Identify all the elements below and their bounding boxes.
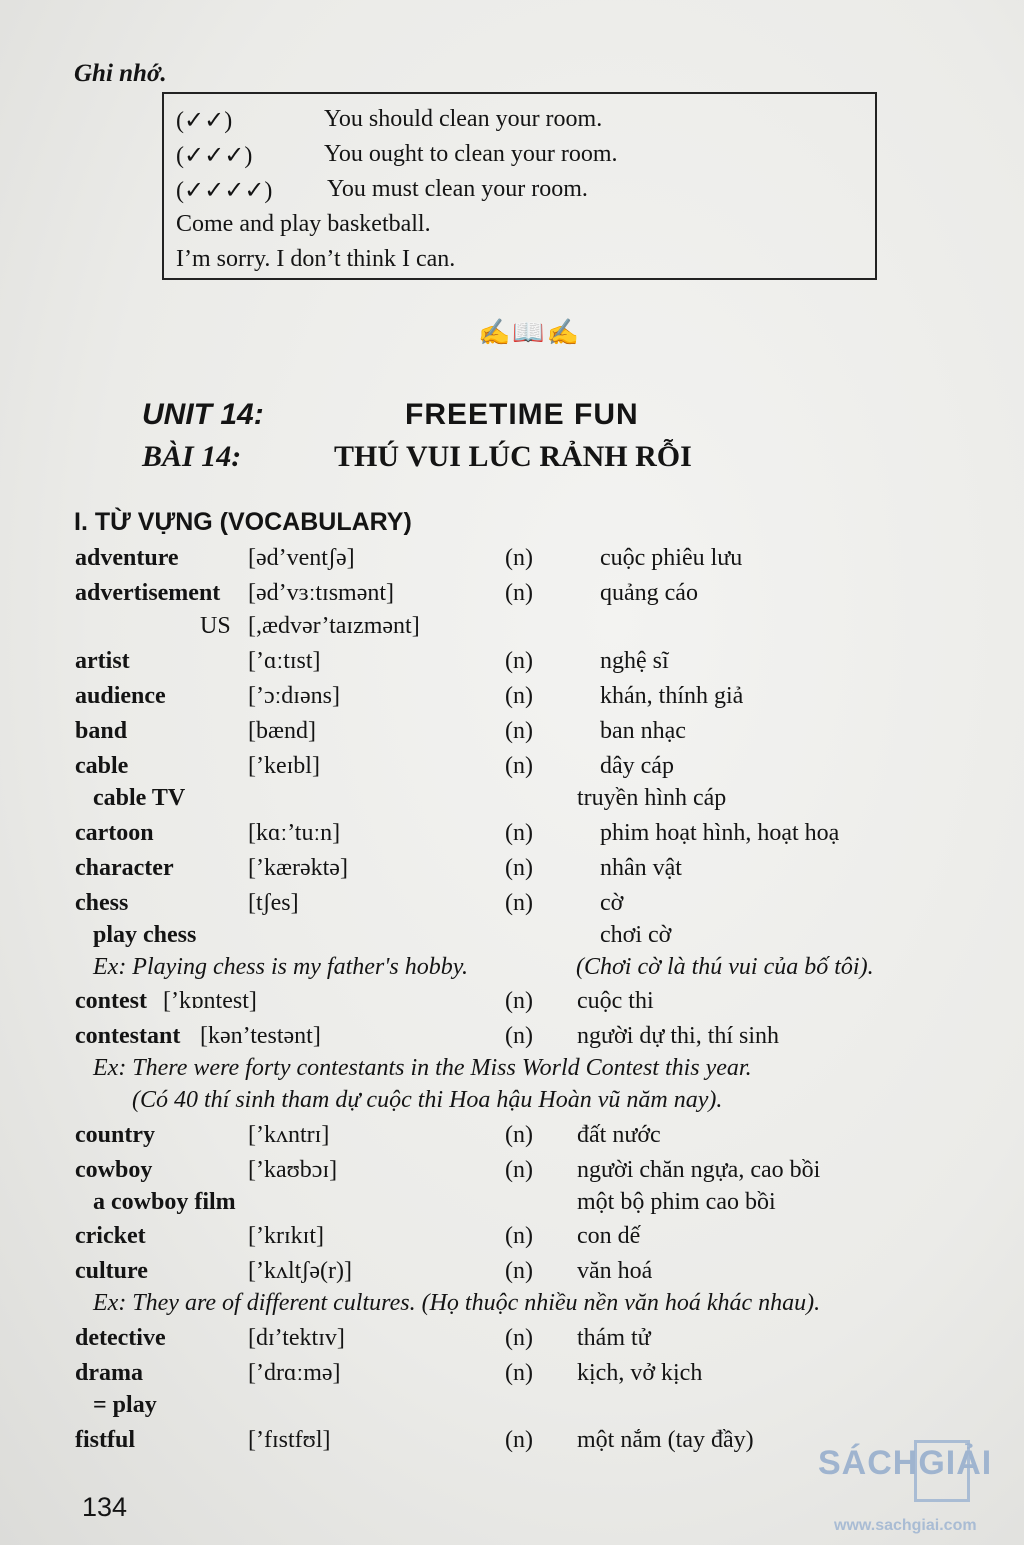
vocab-pos: (n) (505, 1360, 533, 1386)
vocab-ipa: [,ædvər’taɪzmənt] (248, 613, 420, 639)
note-text-2: You ought to clean your room. (324, 141, 618, 167)
vocab-word: cowboy (75, 1157, 153, 1183)
vocab-pos: (n) (505, 1122, 533, 1148)
vocab-ipa: [əd’ventʃə] (248, 545, 355, 571)
vocab-ipa: [tʃes] (248, 890, 299, 916)
vocab-pos: (n) (505, 1223, 533, 1249)
vocab-ipa: [’krɪkɪt] (248, 1223, 324, 1249)
vocab-word: band (75, 718, 128, 744)
watermark-logo-text-a: SÁCH (818, 1444, 919, 1482)
vocab-ipa: [’kʌntrɪ] (248, 1122, 330, 1148)
vocab-meaning: cờ (600, 890, 624, 916)
vocab-pos: (n) (505, 1023, 533, 1049)
vocab-meaning: khán, thính giả (600, 683, 744, 709)
vocab-meaning: một bộ phim cao bồi (577, 1189, 776, 1215)
note-text-3: You must clean your room. (327, 176, 588, 202)
note-text-1: You should clean your room. (324, 106, 603, 132)
vocab-pos: (n) (505, 1325, 533, 1351)
lesson-label: BÀI 14: (142, 440, 242, 473)
vocab-ipa: [əd’vɜːtɪsmənt] (248, 580, 395, 606)
vocab-ipa: [’keɪbl] (248, 753, 320, 779)
vocab-meaning: văn hoá (577, 1258, 653, 1284)
vocab-word: contest (75, 988, 147, 1014)
vocab-meaning: cuộc thi (577, 988, 654, 1014)
vocab-meaning: thám tử (577, 1325, 651, 1351)
vocab-word: detective (75, 1325, 166, 1351)
book-ornament-icon: ✍📖✍ (478, 318, 582, 347)
vocab-ipa: [kən’testənt] (200, 1023, 321, 1049)
vocab-pos: (n) (505, 1157, 533, 1183)
vocab-word: adventure (75, 545, 179, 571)
vocab-word: cricket (75, 1223, 146, 1249)
vocab-ipa: [kɑː’tuːn] (248, 820, 341, 846)
vocab-meaning: phim hoạt hình, hoạt hoạ (600, 820, 840, 846)
note-text-5: I’m sorry. I don’t think I can. (176, 246, 456, 272)
vocab-ipa: [bænd] (248, 718, 316, 744)
vocab-word: artist (75, 648, 130, 674)
vocab-ipa: [’kɒntest] (163, 988, 257, 1014)
vocab-pos: (n) (505, 683, 533, 709)
unit-title: FREETIME FUN (405, 398, 639, 431)
vocab-pos: (n) (505, 820, 533, 846)
vocab-meaning: ban nhạc (600, 718, 686, 744)
example-sentence: Ex: Playing chess is my father's hobby. (93, 954, 469, 980)
vocab-meaning: nhân vật (600, 855, 682, 881)
vocab-ipa: [dɪ’tektɪv] (248, 1325, 345, 1351)
vocab-pos: (n) (505, 648, 533, 674)
vocab-meaning: chơi cờ (600, 922, 672, 948)
vocab-word: cable (75, 753, 129, 779)
vocab-word: character (75, 855, 174, 881)
vocab-ipa: [’fɪstfʊl] (248, 1427, 331, 1453)
unit-label: UNIT 14: (142, 398, 264, 431)
watermark-logo (818, 1444, 992, 1483)
vocab-ipa: [’kaʊbɔɪ] (248, 1157, 338, 1183)
note-mark-1: (✓✓) (176, 108, 233, 134)
vocab-pos: (n) (505, 545, 533, 571)
example-translation: (Chơi cờ là thú vui của bố tôi). (576, 954, 874, 980)
vocab-word: cartoon (75, 820, 154, 846)
vocab-pos: (n) (505, 1258, 533, 1284)
vocab-word: audience (75, 683, 166, 709)
vocab-word: drama (75, 1360, 143, 1386)
vocab-ipa: [’drɑːmə] (248, 1360, 341, 1386)
vocab-pos: (n) (505, 580, 533, 606)
vocab-synonym: = play (93, 1392, 157, 1418)
vocab-word: fistful (75, 1427, 135, 1453)
vocab-ipa: [’kærəktə] (248, 855, 348, 881)
vocab-meaning: kịch, vở kịch (577, 1360, 703, 1386)
vocab-word: culture (75, 1258, 148, 1284)
note-mark-3: (✓✓✓✓) (176, 178, 273, 204)
vocab-meaning: con dế (577, 1223, 641, 1249)
note-box (162, 92, 877, 280)
vocab-meaning: đất nước (577, 1122, 661, 1148)
lesson-title: THÚ VUI LÚC RẢNH RỖI (334, 440, 692, 473)
vocab-meaning: cuộc phiêu lưu (600, 545, 743, 571)
note-mark-2: (✓✓✓) (176, 143, 253, 169)
note-heading: Ghi nhớ. (74, 60, 167, 87)
vocab-meaning: một nắm (tay đầy) (577, 1427, 754, 1453)
vocab-meaning: người dự thi, thí sinh (577, 1023, 780, 1049)
example-sentence: Ex: They are of different cultures. (Họ thuộc nhiều nền văn hoá khác nhau). (93, 1290, 821, 1316)
vocab-meaning: dây cáp (600, 753, 674, 779)
vocab-pos: (n) (505, 718, 533, 744)
vocab-word: play chess (93, 922, 197, 948)
vocab-pos: (n) (505, 890, 533, 916)
vocab-pos: (n) (505, 753, 533, 779)
vocab-pos: (n) (505, 988, 533, 1014)
note-text-4: Come and play basketball. (176, 211, 431, 237)
vocab-pos: (n) (505, 1427, 533, 1453)
vocab-ipa: [’ɔːdɪəns] (248, 683, 340, 709)
vocab-word: chess (75, 890, 129, 916)
watermark-url: www.sachgiai.com (834, 1517, 977, 1534)
vocab-pos: (n) (505, 855, 533, 881)
vocab-word: advertisement (75, 580, 221, 606)
vocab-meaning: truyền hình cáp (577, 785, 727, 811)
page-number: 134 (82, 1492, 128, 1522)
vocab-word: contestant (75, 1023, 181, 1049)
example-translation: (Có 40 thí sinh tham dự cuộc thi Hoa hậu Hoàn vũ năm nay). (132, 1087, 723, 1113)
vocab-ipa: [’kʌltʃə(r)] (248, 1258, 352, 1284)
vocab-word: cable TV (93, 785, 186, 811)
vocab-meaning: nghệ sĩ (600, 648, 669, 674)
vocab-meaning: người chăn ngựa, cao bồi (577, 1157, 821, 1183)
watermark-logo-text-b: GIẢI (918, 1444, 993, 1482)
vocab-meaning: quảng cáo (600, 580, 698, 606)
section-title: I. TỪ VỰNG (VOCABULARY) (74, 508, 412, 536)
vocab-word: country (75, 1122, 155, 1148)
example-sentence: Ex: There were forty contestants in the Miss World Contest this year. (93, 1055, 752, 1081)
vocab-word: a cowboy film (93, 1189, 236, 1215)
vocab-variant: US (200, 613, 231, 639)
vocab-ipa: [’ɑːtɪst] (248, 648, 321, 674)
